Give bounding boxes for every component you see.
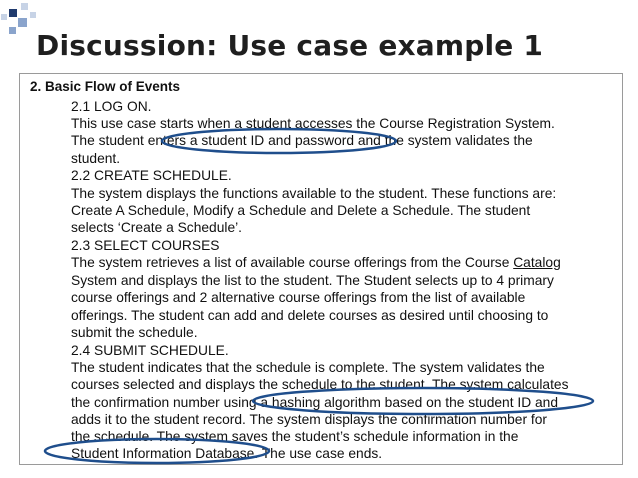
slide-title: Discussion: Use case example 1 [36, 29, 544, 62]
doc-line-17: courses selected and displays the schedule to the student. The system calculates [71, 377, 569, 392]
doc-line-7: Create A Schedule, Modify a Schedule and Delete a Schedule. The student [71, 203, 531, 218]
doc-line-10 [71, 254, 561, 271]
doc-line-3: The student enters a student ID and password and the system validates the [71, 133, 533, 148]
underlined-term-catalog: Catalog [513, 255, 561, 270]
deco-square-mid-2 [9, 27, 16, 34]
deco-square-mid-1 [18, 18, 27, 27]
deco-square-light-3 [30, 12, 36, 18]
doc-line-6: The system displays the functions available to the student. These functions are: [71, 186, 557, 201]
doc-line-21: Student Information Database. The use case ends. [71, 446, 383, 461]
doc-line-8: selects ‘Create a Schedule’. [71, 220, 243, 235]
doc-line-11: System and displays the list to the student. The Student selects up to 4 primary [71, 273, 554, 288]
doc-line-16: The student indicates that the schedule is complete. The system validates the [71, 360, 545, 375]
doc-line-19: adds it to the student record. The system displays the confirmation number for [71, 412, 547, 427]
deco-square-dark-1 [9, 9, 17, 17]
doc-line-5: 2.2 CREATE SCHEDULE. [71, 168, 232, 183]
doc-line-14: submit the schedule. [71, 325, 198, 340]
doc-line-13: offerings. The student can add and delete courses as desired until choosing to [71, 308, 549, 323]
deco-square-light-2 [1, 14, 7, 20]
doc-line-2: This use case starts when a student accesses the Course Registration System. [71, 116, 555, 131]
deco-square-light-1 [21, 3, 28, 10]
section-heading: 2. Basic Flow of Events [30, 79, 181, 94]
doc-line-12: course offerings and 2 alternative course offerings from the list of available [71, 290, 526, 305]
doc-line-1: 2.1 LOG ON. [71, 99, 152, 114]
doc-line-18: the confirmation number using a hashing algorithm based on the student ID and [71, 395, 559, 410]
doc-line-4: student. [71, 151, 121, 166]
doc-line-15: 2.4 SUBMIT SCHEDULE. [71, 343, 229, 358]
document-excerpt [19, 73, 623, 465]
doc-line-9: 2.3 SELECT COURSES [71, 238, 220, 253]
doc-line-10-text: The system retrieves a list of available course offerings from the Course [71, 255, 514, 270]
doc-line-20: the schedule. The system saves the student’s schedule information in the [71, 429, 519, 444]
